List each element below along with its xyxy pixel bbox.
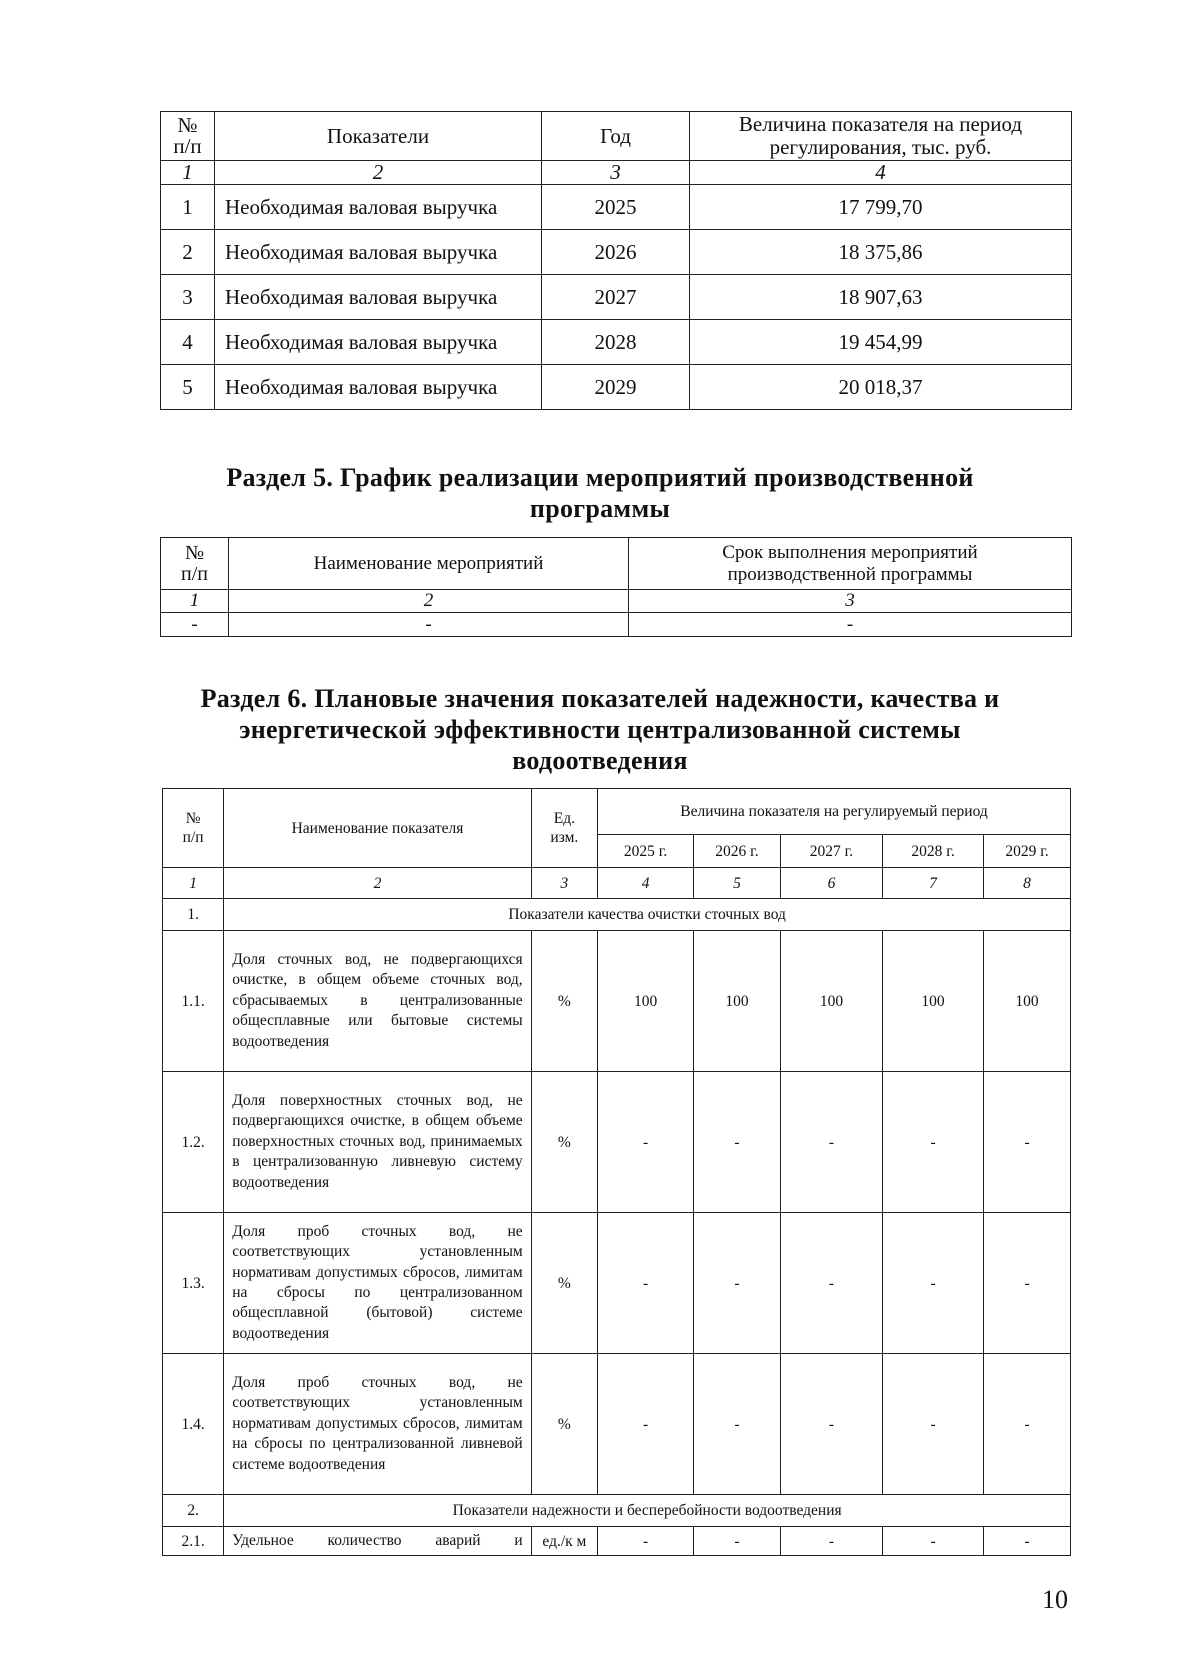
row-num: 1.1. (163, 931, 224, 1072)
header-value: Величина показателя на период регулирования, тыс. руб. (690, 112, 1072, 161)
row-value: - (598, 1354, 694, 1495)
table-row (161, 185, 1072, 230)
table-row (163, 1354, 1071, 1495)
col-number: 1 (161, 590, 229, 613)
row-value: 100 (598, 931, 694, 1072)
section-6-title: Раздел 6. Плановые значения показателей надежности, качества и энергетической эффективности централизованной системы водоотведения (200, 684, 1000, 775)
row-num: 1 (161, 185, 215, 230)
table-header-row (161, 538, 1072, 590)
table-row (161, 320, 1072, 365)
row-value: - (883, 1527, 984, 1556)
row-unit: % (531, 1213, 597, 1354)
col-number: 7 (883, 868, 984, 899)
row-year: 2028 (542, 320, 690, 365)
col-number: 4 (690, 161, 1072, 185)
header-name: Наименование мероприятий (229, 538, 629, 590)
row-num: 2 (161, 230, 215, 275)
row-name: Необходимая валовая выручка (215, 275, 542, 320)
header-term: Срок выполнения мероприятий производственной программы (629, 538, 1072, 590)
schedule-table (160, 537, 1072, 637)
section-5-title: Раздел 5. График реализации мероприятий производственной программы (226, 463, 974, 523)
col-number: 5 (694, 868, 781, 899)
col-number: 3 (542, 161, 690, 185)
row-num: 1.2. (163, 1072, 224, 1213)
row-value: - (694, 1354, 781, 1495)
row-value: - (694, 1213, 781, 1354)
page-number: 10 (1042, 1585, 1068, 1614)
row-name: Необходимая валовая выручка (215, 365, 542, 410)
table-row (161, 613, 1072, 637)
row-year: 2025 (542, 185, 690, 230)
col-number: 3 (531, 868, 597, 899)
row-value: 18 907,63 (690, 275, 1072, 320)
row-value: - (694, 1072, 781, 1213)
header-name: Наименование показателя (224, 789, 531, 868)
row-name: Доля сточных вод, не подвергающихся очистке, в общем объеме сточных вод, сбрасываемых в централизованные общесплавные или бытовые системы водоотведения (224, 931, 531, 1072)
header-num: № п/п (163, 789, 224, 868)
row-value: - (598, 1527, 694, 1556)
row-num: 5 (161, 365, 215, 410)
header-year: Год (542, 112, 690, 161)
row-name: Необходимая валовая выручка (215, 230, 542, 275)
row-unit: % (531, 931, 597, 1072)
table-header-row (161, 112, 1072, 161)
group-row (163, 1495, 1071, 1527)
col-number: 8 (984, 868, 1071, 899)
row-name: Доля поверхностных сточных вод, не подвергающихся очистке, в общем объеме поверхностных сточных вод, принимаемых в централизованную ливневую систему водоотведения (224, 1072, 531, 1213)
group-num: 1. (163, 899, 224, 931)
row-value: 100 (694, 931, 781, 1072)
row-num: 2.1. (163, 1527, 224, 1556)
table-row (163, 1213, 1071, 1354)
revenue-table (160, 111, 1072, 410)
cell: - (629, 613, 1072, 637)
header-num: № п/п (161, 538, 229, 590)
row-value: - (598, 1213, 694, 1354)
header-year: 2028 г. (883, 835, 984, 868)
row-value: - (780, 1072, 882, 1213)
col-number: 2 (229, 590, 629, 613)
table-row (161, 365, 1072, 410)
row-value: - (883, 1213, 984, 1354)
row-num: 3 (161, 275, 215, 320)
row-name: Необходимая валовая выручка (215, 320, 542, 365)
row-name: Удельное количество аварий и (224, 1527, 531, 1556)
row-unit: ед./к м (531, 1527, 597, 1556)
row-value: - (883, 1072, 984, 1213)
row-value: 17 799,70 (690, 185, 1072, 230)
row-value: - (694, 1527, 781, 1556)
row-num: 1.3. (163, 1213, 224, 1354)
column-number-row (161, 590, 1072, 613)
row-value: 18 375,86 (690, 230, 1072, 275)
row-name: Доля проб сточных вод, не соответствующих установленным нормативам допустимых сбросов, лимитам на сбросы по централизованной ливневой системе водоотведения (224, 1354, 531, 1495)
group-num: 2. (163, 1495, 224, 1527)
header-year: 2029 г. (984, 835, 1071, 868)
row-year: 2027 (542, 275, 690, 320)
table-row (161, 230, 1072, 275)
row-value: - (780, 1213, 882, 1354)
row-value: - (984, 1072, 1071, 1213)
col-number: 1 (163, 868, 224, 899)
row-year: 2026 (542, 230, 690, 275)
cell: - (229, 613, 629, 637)
row-value: 100 (984, 931, 1071, 1072)
header-year: 2025 г. (598, 835, 694, 868)
col-number: 3 (629, 590, 1072, 613)
header-num: № п/п (161, 112, 215, 161)
column-number-row (163, 868, 1071, 899)
table-row (161, 275, 1072, 320)
col-number: 2 (224, 868, 531, 899)
row-value: 20 018,37 (690, 365, 1072, 410)
row-value: - (984, 1213, 1071, 1354)
row-value: - (984, 1354, 1071, 1495)
header-unit: Ед. изм. (531, 789, 597, 868)
group-title: Показатели надежности и бесперебойности водоотведения (224, 1495, 1071, 1527)
row-value: - (780, 1354, 882, 1495)
column-number-row (161, 161, 1072, 185)
header-period: Величина показателя на регулируемый период (598, 789, 1071, 835)
row-value: 19 454,99 (690, 320, 1072, 365)
row-value: - (883, 1354, 984, 1495)
header-year: 2026 г. (694, 835, 781, 868)
row-value: 100 (883, 931, 984, 1072)
indicators-table (162, 788, 1071, 1556)
group-title: Показатели качества очистки сточных вод (224, 899, 1071, 931)
col-number: 1 (161, 161, 215, 185)
row-num: 4 (161, 320, 215, 365)
table-row (163, 1527, 1071, 1556)
col-number: 4 (598, 868, 694, 899)
table-row (163, 1072, 1071, 1213)
row-value: - (598, 1072, 694, 1213)
col-number: 2 (215, 161, 542, 185)
table-header-row (163, 789, 1071, 835)
row-unit: % (531, 1354, 597, 1495)
row-num: 1.4. (163, 1354, 224, 1495)
row-name: Доля проб сточных вод, не соответствующих установленным нормативам допустимых сбросов, лимитам на сбросы по централизованном общесплавной (бытовой) системе водоотведения (224, 1213, 531, 1354)
row-name: Необходимая валовая выручка (215, 185, 542, 230)
col-number: 6 (780, 868, 882, 899)
row-value: - (780, 1527, 882, 1556)
row-value: 100 (780, 931, 882, 1072)
cell: - (161, 613, 229, 637)
row-unit: % (531, 1072, 597, 1213)
header-indicators: Показатели (215, 112, 542, 161)
header-year: 2027 г. (780, 835, 882, 868)
row-year: 2029 (542, 365, 690, 410)
group-row (163, 899, 1071, 931)
row-value: - (984, 1527, 1071, 1556)
table-row (163, 931, 1071, 1072)
